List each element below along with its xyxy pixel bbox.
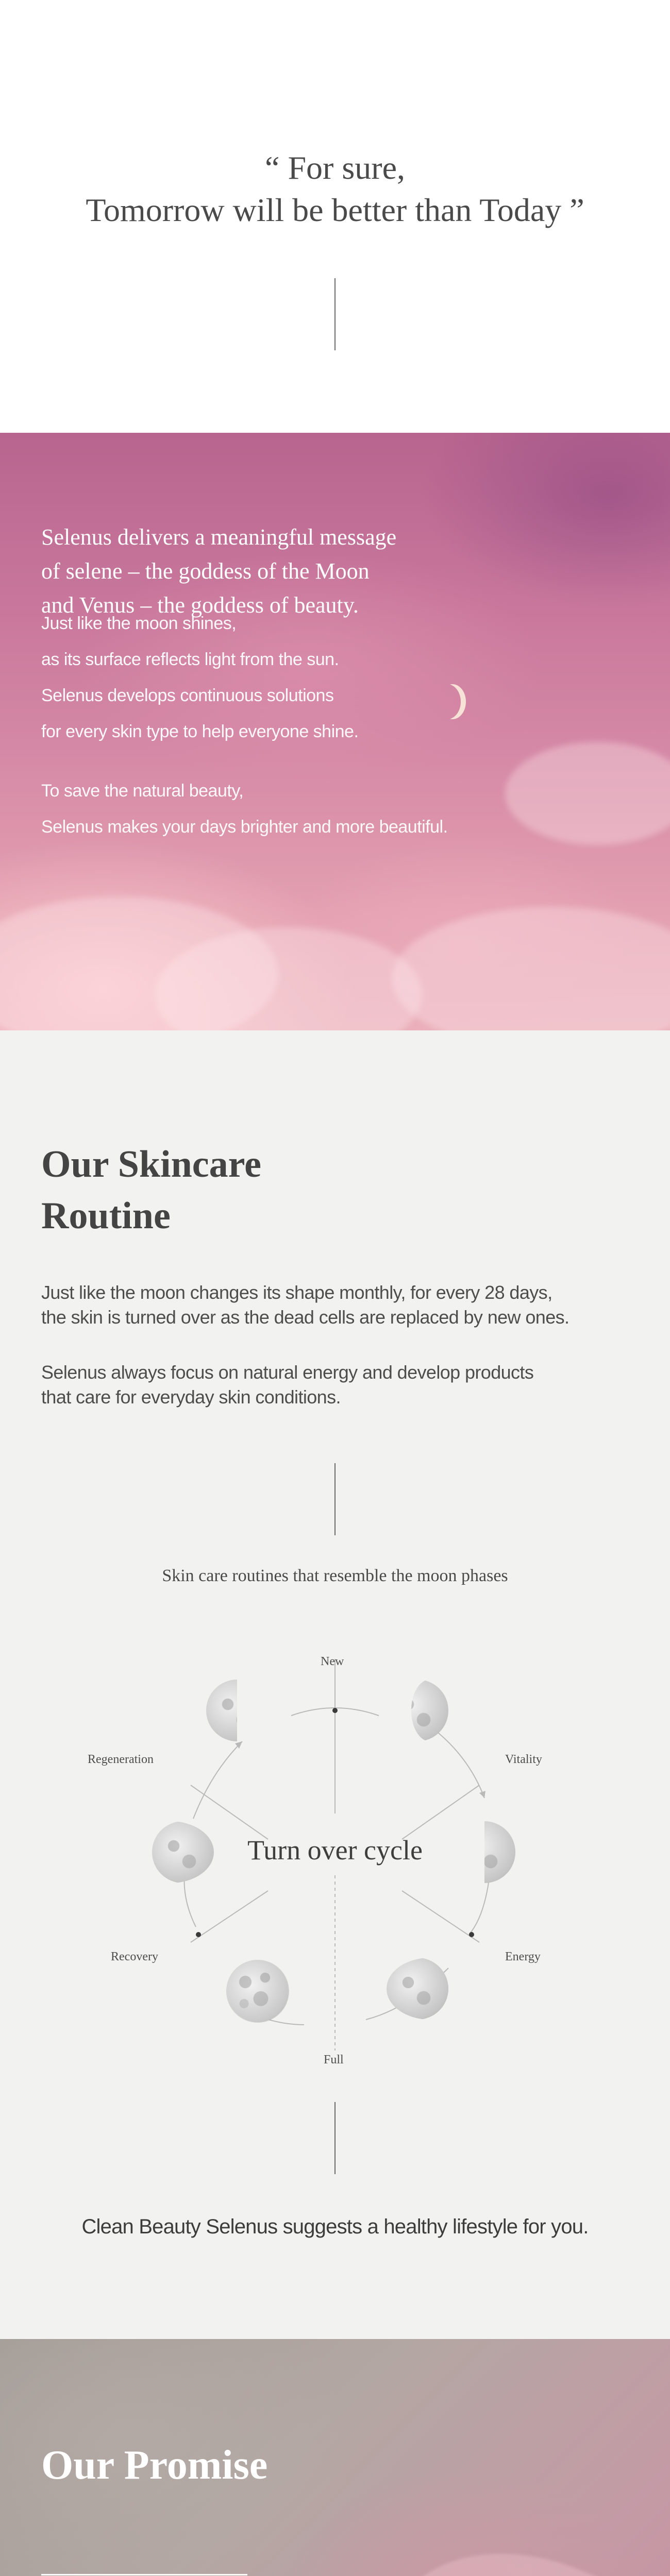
intro-text-line: Selenus makes your days brighter and more beautiful. — [41, 817, 448, 837]
routine-title — [41, 1139, 261, 1242]
intro-text-line: Selenus develops continuous solutions — [41, 686, 334, 705]
spoke-vitality — [402, 1785, 479, 1839]
arc-upper-right — [433, 1728, 484, 1798]
cycle-marker-dot — [332, 1708, 338, 1713]
section-divider — [334, 1463, 336, 1535]
intro-text-line: Just like the moon shines, — [41, 614, 237, 633]
cycle-label-full: Full — [324, 2053, 344, 2066]
routine-closing-statement: Clean Beauty Selenus suggests a healthy lifestyle for you. — [81, 2215, 589, 2238]
promise-title: Our Promise — [41, 2443, 268, 2488]
spoke-recovery — [191, 1891, 268, 1942]
routine-text-line: that care for everyday skin conditions. — [41, 1386, 341, 1408]
cloud-shape — [505, 742, 670, 845]
arc-upper-left — [193, 1741, 242, 1819]
routine-paragraph-2 — [41, 1360, 533, 1410]
cycle-label-new: New — [321, 1655, 344, 1668]
section-divider — [334, 2102, 336, 2174]
intro-title-line: and Venus – the goddess of beauty. — [41, 592, 359, 618]
intro-text-line: as its surface reflects light from the sun. — [41, 650, 339, 669]
brand-intro-section — [0, 433, 670, 1030]
cycle-label-vitality: Vitality — [505, 1753, 542, 1766]
hero-quote — [0, 147, 670, 231]
intro-text-line: for every skin type to help everyone shine. — [41, 722, 359, 741]
cycle-lines — [77, 1638, 593, 2102]
cycle-center-title: Turn over cycle — [247, 1835, 423, 1866]
peony-petal-shape — [367, 2512, 670, 2576]
intro-title-line: Selenus delivers a meaningful message — [41, 524, 397, 550]
cycle-label-energy: Energy — [505, 1950, 541, 1963]
our-promise-section — [0, 2339, 670, 2576]
arrow-head — [479, 1791, 485, 1798]
routine-text-line: Selenus always focus on natural energy and develop products — [41, 1362, 534, 1383]
routine-text-line: Just like the moon changes its shape monthly, for every 28 days, — [41, 1282, 552, 1303]
routine-paragraph-1 — [41, 1280, 569, 1330]
full-moon-icon — [227, 1960, 289, 2022]
cycle-label-regeneration: Regeneration — [88, 1753, 154, 1766]
quote-divider — [334, 278, 336, 350]
quote-line-2: Tomorrow will be better than Today ” — [86, 192, 584, 228]
cycle-label-recovery: Recovery — [111, 1950, 158, 1963]
natural-ingredient-rule — [41, 2574, 247, 2575]
routine-text-line: the skin is turned over as the dead cells are replaced by new ones. — [41, 1307, 569, 1328]
routine-title-line: Our Skincare — [41, 1143, 261, 1185]
intro-paragraph-1 — [41, 605, 358, 750]
intro-text-line: To save the natural beauty, — [41, 781, 244, 801]
cycle-marker-dot — [469, 1932, 474, 1937]
spoke-energy — [402, 1891, 479, 1942]
skincare-routine-section — [0, 1030, 670, 2339]
quote-line-1: “ For sure, — [265, 149, 405, 186]
cycle-marker-dot — [196, 1932, 201, 1937]
crescent-moon-icon — [439, 684, 466, 719]
intro-paragraph-2 — [41, 773, 448, 845]
cloud-shape — [392, 907, 670, 1030]
intro-title-line: of selene – the goddess of the Moon — [41, 558, 370, 584]
moon-phase-cycle-diagram — [77, 1638, 593, 2102]
quote-section — [0, 0, 670, 433]
arc-right — [469, 1875, 490, 1935]
moon-phase-subtitle: Skin care routines that resemble the moon phases — [162, 1566, 508, 1585]
routine-title-line: Routine — [41, 1195, 171, 1237]
